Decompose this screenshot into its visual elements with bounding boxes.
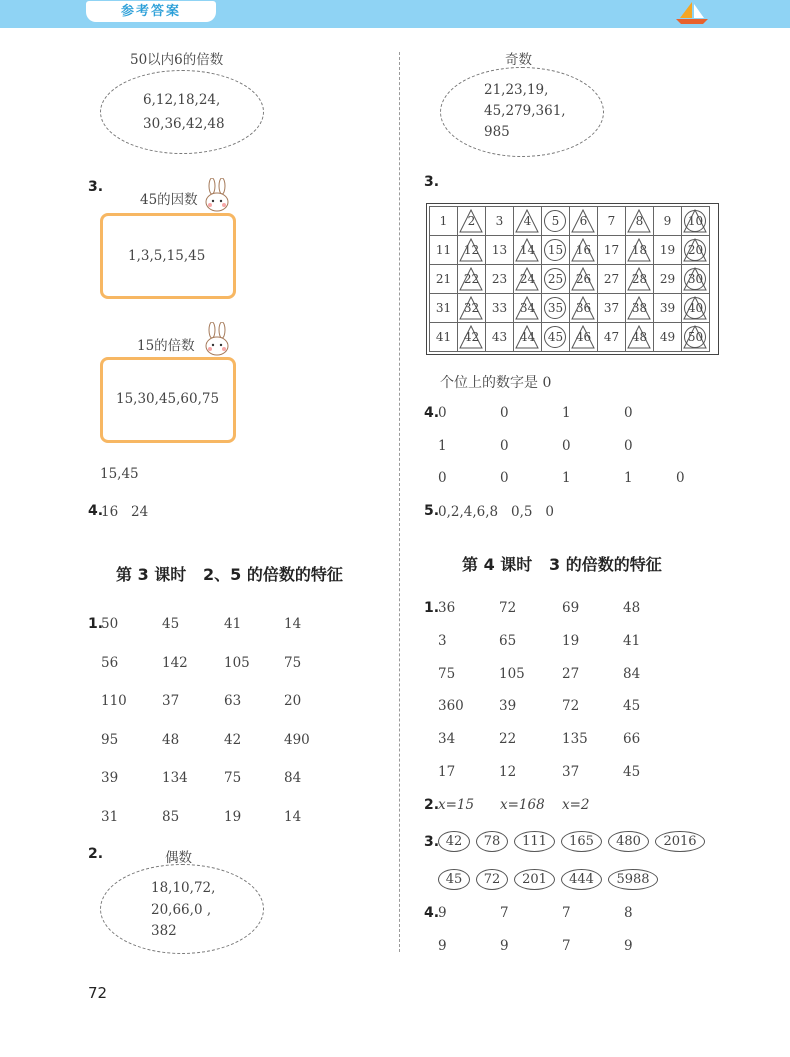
grid-cell (486, 236, 514, 265)
even-line2: 20,66,0 , (151, 902, 212, 918)
grid-cell (654, 265, 682, 294)
left-ex1-cell: 37 (162, 693, 180, 710)
right-ex4-cell: 9 (438, 937, 447, 954)
left-ex1-cell: 19 (224, 809, 242, 825)
right-q4-cell: 0 (624, 437, 633, 454)
even-title: 偶数 (165, 850, 192, 866)
grid-cell (682, 207, 710, 236)
circled-number: 5988 (608, 869, 658, 890)
right-ex1-cell: 84 (623, 665, 641, 682)
right-ex1-cell: 3 (438, 632, 447, 649)
grid-number: 1 (439, 214, 448, 228)
grid-cell (430, 236, 458, 265)
right-ex3-number: 3. (424, 834, 440, 850)
grid-cell (430, 323, 458, 352)
grid-number: 15 (547, 243, 564, 257)
left-ex1-cell: 39 (101, 770, 119, 787)
circled-number: 72 (476, 869, 508, 890)
left-ex1-cell: 75 (284, 654, 302, 671)
right-ex1-cell: 41 (623, 632, 641, 649)
multiples-15-values: 15,30,45,60,75 (116, 391, 220, 407)
right-ex4-cell: 9 (624, 937, 633, 954)
grid-cell (626, 207, 654, 236)
oval1-title: 50以内6的倍数 (130, 52, 224, 68)
left-ex1-cell: 75 (224, 770, 242, 787)
grid-number: 26 (575, 272, 592, 286)
sailboat-icon (672, 0, 712, 26)
left-ex1-cell: 85 (162, 809, 180, 825)
right-ex1-cell: 72 (562, 698, 580, 715)
grid-cell (598, 294, 626, 323)
grid-cell (654, 236, 682, 265)
grid-cell (682, 294, 710, 323)
left-q4-values: 16 24 (101, 504, 149, 520)
grid-number: 45 (547, 330, 564, 344)
grid-number: 23 (491, 272, 508, 286)
grid-number: 10 (687, 214, 704, 228)
grid-number: 2 (467, 214, 476, 228)
circled-number: 480 (608, 831, 649, 852)
grid-cell (486, 294, 514, 323)
grid-cell (570, 323, 598, 352)
left-ex1-cell: 41 (224, 616, 242, 632)
right-ex4-number: 4. (424, 905, 440, 921)
grid-cell (598, 207, 626, 236)
grid-number: 37 (603, 301, 620, 315)
right-ex1-cell: 360 (438, 698, 464, 715)
left-ex1-cell: 14 (284, 809, 302, 825)
grid-number: 35 (547, 301, 564, 315)
even-line1: 18,10,72, (151, 880, 216, 896)
grid-number: 11 (435, 243, 452, 257)
factors-title: 45的因数 (140, 192, 198, 208)
header-tab: 参考答案 (86, 1, 216, 22)
left-ex1-cell: 56 (101, 654, 119, 671)
grid-number: 12 (463, 243, 480, 257)
odd-line2: 45,279,361, (484, 103, 566, 119)
grid-number: 7 (607, 214, 616, 228)
grid-cell (682, 236, 710, 265)
answer-a: x=15 (438, 797, 475, 813)
left-ex1-cell: 142 (162, 654, 188, 671)
left-q4-number: 4. (88, 503, 104, 519)
grid-number: 36 (575, 301, 592, 315)
grid-cell (430, 265, 458, 294)
grid-cell (458, 236, 486, 265)
grid-number: 32 (463, 301, 480, 315)
left-ex1-cell: 50 (101, 616, 119, 632)
right-ex4-cell: 8 (624, 905, 633, 921)
left-ex1-cell: 110 (101, 693, 127, 710)
grid-cell (486, 207, 514, 236)
right-q4-cell: 0 (500, 405, 509, 421)
right-ex4-cell: 7 (562, 937, 571, 954)
right-ex1-cell: 65 (499, 632, 517, 649)
grid-cell (514, 265, 542, 294)
right-q4-cell: 1 (438, 437, 447, 454)
grid-number: 38 (631, 301, 648, 315)
right-ex4-cell: 9 (500, 937, 509, 954)
left-ex1-number: 1. (88, 616, 104, 632)
grid-cell (570, 294, 598, 323)
grid-cell (430, 294, 458, 323)
grid-number: 30 (687, 272, 704, 286)
grid-number: 24 (519, 272, 536, 286)
grid-number: 14 (519, 243, 536, 257)
circled-number: 2016 (655, 831, 705, 852)
grid-cell (626, 294, 654, 323)
grid-cell (458, 265, 486, 294)
right-ex1-cell: 72 (499, 600, 517, 616)
right-ex1-cell: 12 (499, 764, 517, 780)
left-ex1-cell: 105 (224, 654, 250, 671)
grid-cell (626, 265, 654, 294)
page-number: 72 (88, 984, 108, 1002)
right-ex4-cell: 9 (438, 905, 447, 921)
grid-cell (514, 207, 542, 236)
grid-cell (682, 323, 710, 352)
oval1-line1: 6,12,18,24, (143, 92, 221, 108)
grid-note: 个位上的数字是 0 (440, 375, 552, 391)
grid-number: 19 (659, 243, 676, 257)
grid-cell (682, 265, 710, 294)
left-ex1-cell: 48 (162, 731, 180, 748)
grid-cell (654, 294, 682, 323)
lesson3-title: 第 3 课时 2、5 的倍数的特征 (116, 565, 343, 584)
right-q4-cell: 1 (624, 470, 633, 486)
grid-number: 39 (659, 301, 676, 315)
grid-number: 21 (435, 272, 452, 286)
right-q4-cell: 0 (500, 470, 509, 486)
oval1-line2: 30,36,42,48 (143, 116, 225, 132)
right-ex1-number: 1. (424, 600, 440, 616)
right-q4-cell: 0 (676, 470, 685, 486)
grid-number: 29 (659, 272, 676, 286)
right-ex1-cell: 34 (438, 731, 456, 748)
right-q3-number: 3. (424, 174, 440, 190)
right-ex1-cell: 39 (499, 698, 517, 715)
grid-cell (486, 323, 514, 352)
grid-number: 50 (687, 330, 704, 344)
grid-number: 49 (659, 330, 676, 344)
grid-cell (626, 236, 654, 265)
column-divider (399, 52, 400, 952)
circled-number: 201 (514, 869, 555, 890)
multiples-of-6-oval (100, 70, 264, 154)
grid-number: 4 (523, 214, 532, 228)
circled-number: 78 (476, 831, 508, 852)
common-values: 15,45 (100, 466, 139, 482)
grid-cell (598, 236, 626, 265)
right-ex1-cell: 105 (499, 665, 525, 682)
odd-line1: 21,23,19, (484, 82, 549, 98)
rabbit-icon (200, 322, 234, 362)
left-ex1-cell: 134 (162, 770, 188, 787)
right-ex1-cell: 48 (623, 600, 641, 616)
right-ex1-cell: 45 (623, 698, 641, 715)
circled-number: 111 (514, 831, 555, 852)
right-ex1-cell: 19 (562, 632, 580, 649)
grid-cell (514, 294, 542, 323)
left-ex1-cell: 95 (101, 731, 119, 748)
grid-number: 6 (579, 214, 588, 228)
grid-number: 42 (463, 330, 480, 344)
grid-number: 47 (603, 330, 620, 344)
even-line3: 382 (151, 923, 177, 939)
left-ex1-cell: 84 (284, 770, 302, 787)
grid-cell (458, 323, 486, 352)
right-q4-cell: 0 (624, 405, 633, 421)
grid-number: 3 (495, 214, 504, 228)
left-ex1-cell: 31 (101, 809, 119, 825)
grid-number: 33 (491, 301, 508, 315)
grid-number: 31 (435, 301, 452, 315)
circled-number: 45 (438, 869, 470, 890)
left-ex1-cell: 20 (284, 693, 302, 710)
left-q3-number: 3. (88, 179, 104, 195)
grid-number: 9 (663, 214, 672, 228)
right-ex2-number: 2. (424, 797, 440, 813)
grid-cell (654, 207, 682, 236)
grid-number: 40 (687, 301, 704, 315)
right-q4-cell: 0 (500, 437, 509, 454)
right-ex1-cell: 69 (562, 600, 580, 616)
grid-number: 18 (631, 243, 648, 257)
grid-number: 16 (575, 243, 592, 257)
factors-values: 1,3,5,15,45 (128, 248, 206, 264)
grid-cell (542, 236, 570, 265)
right-q4-cell: 0 (438, 405, 447, 421)
right-ex1-cell: 45 (623, 764, 641, 780)
grid-number: 5 (551, 214, 560, 228)
grid-number: 20 (687, 243, 704, 257)
odd-title: 奇数 (505, 52, 532, 68)
right-ex4-cell: 7 (562, 905, 571, 921)
grid-number: 46 (575, 330, 592, 344)
number-grid (429, 206, 710, 352)
grid-cell (598, 323, 626, 352)
left-ex2-number: 2. (88, 846, 104, 862)
right-q4-cell: 1 (562, 470, 571, 486)
left-ex1-cell: 63 (224, 693, 242, 710)
grid-cell (654, 323, 682, 352)
right-ex1-cell: 27 (562, 665, 580, 682)
grid-number: 17 (603, 243, 620, 257)
grid-number: 41 (435, 330, 452, 344)
grid-number: 34 (519, 301, 536, 315)
grid-number: 44 (519, 330, 536, 344)
right-ex1-cell: 135 (562, 731, 588, 748)
left-ex1-cell: 45 (162, 616, 180, 632)
left-ex1-cell: 490 (284, 731, 310, 748)
grid-cell (542, 207, 570, 236)
right-q4-cell: 0 (562, 437, 571, 454)
circled-number: 42 (438, 831, 470, 852)
right-q4-cell: 1 (562, 405, 571, 421)
right-ex1-cell: 66 (623, 731, 641, 748)
grid-number: 25 (547, 272, 564, 286)
grid-cell (514, 323, 542, 352)
rabbit-icon (200, 178, 234, 218)
lesson4-title: 第 4 课时 3 的倍数的特征 (462, 555, 662, 574)
right-q5-values: 0,2,4,6,8 0,5 0 (438, 504, 554, 520)
grid-cell (430, 207, 458, 236)
right-q5-number: 5. (424, 503, 440, 519)
right-ex4-cell: 7 (500, 905, 509, 921)
right-q4-number: 4. (424, 405, 440, 421)
right-ex1-cell: 17 (438, 764, 456, 780)
grid-cell (570, 265, 598, 294)
grid-cell (570, 207, 598, 236)
right-ex1-cell: 37 (562, 764, 580, 780)
answer-c: x=2 (562, 797, 590, 813)
grid-number: 43 (491, 330, 508, 344)
grid-cell (626, 323, 654, 352)
grid-cell (458, 207, 486, 236)
grid-cell (514, 236, 542, 265)
right-q4-cell: 0 (438, 470, 447, 486)
grid-number: 22 (463, 272, 480, 286)
multiples-15-title: 15的倍数 (137, 338, 195, 354)
left-ex1-cell: 14 (284, 616, 302, 632)
right-ex1-cell: 36 (438, 600, 456, 616)
circled-number: 444 (561, 869, 602, 890)
grid-cell (542, 265, 570, 294)
grid-number: 48 (631, 330, 648, 344)
left-ex1-cell: 42 (224, 731, 242, 748)
grid-number: 27 (603, 272, 620, 286)
answer-b: x=168 (500, 797, 545, 813)
grid-cell (542, 323, 570, 352)
right-ex1-cell: 75 (438, 665, 456, 682)
right-ex1-cell: 22 (499, 731, 517, 748)
grid-number: 28 (631, 272, 648, 286)
grid-cell (542, 294, 570, 323)
odd-line3: 985 (484, 124, 510, 140)
grid-number: 8 (635, 214, 644, 228)
grid-cell (598, 265, 626, 294)
circled-number: 165 (561, 831, 602, 852)
grid-cell (570, 236, 598, 265)
grid-cell (458, 294, 486, 323)
grid-number: 13 (491, 243, 508, 257)
grid-cell (486, 265, 514, 294)
